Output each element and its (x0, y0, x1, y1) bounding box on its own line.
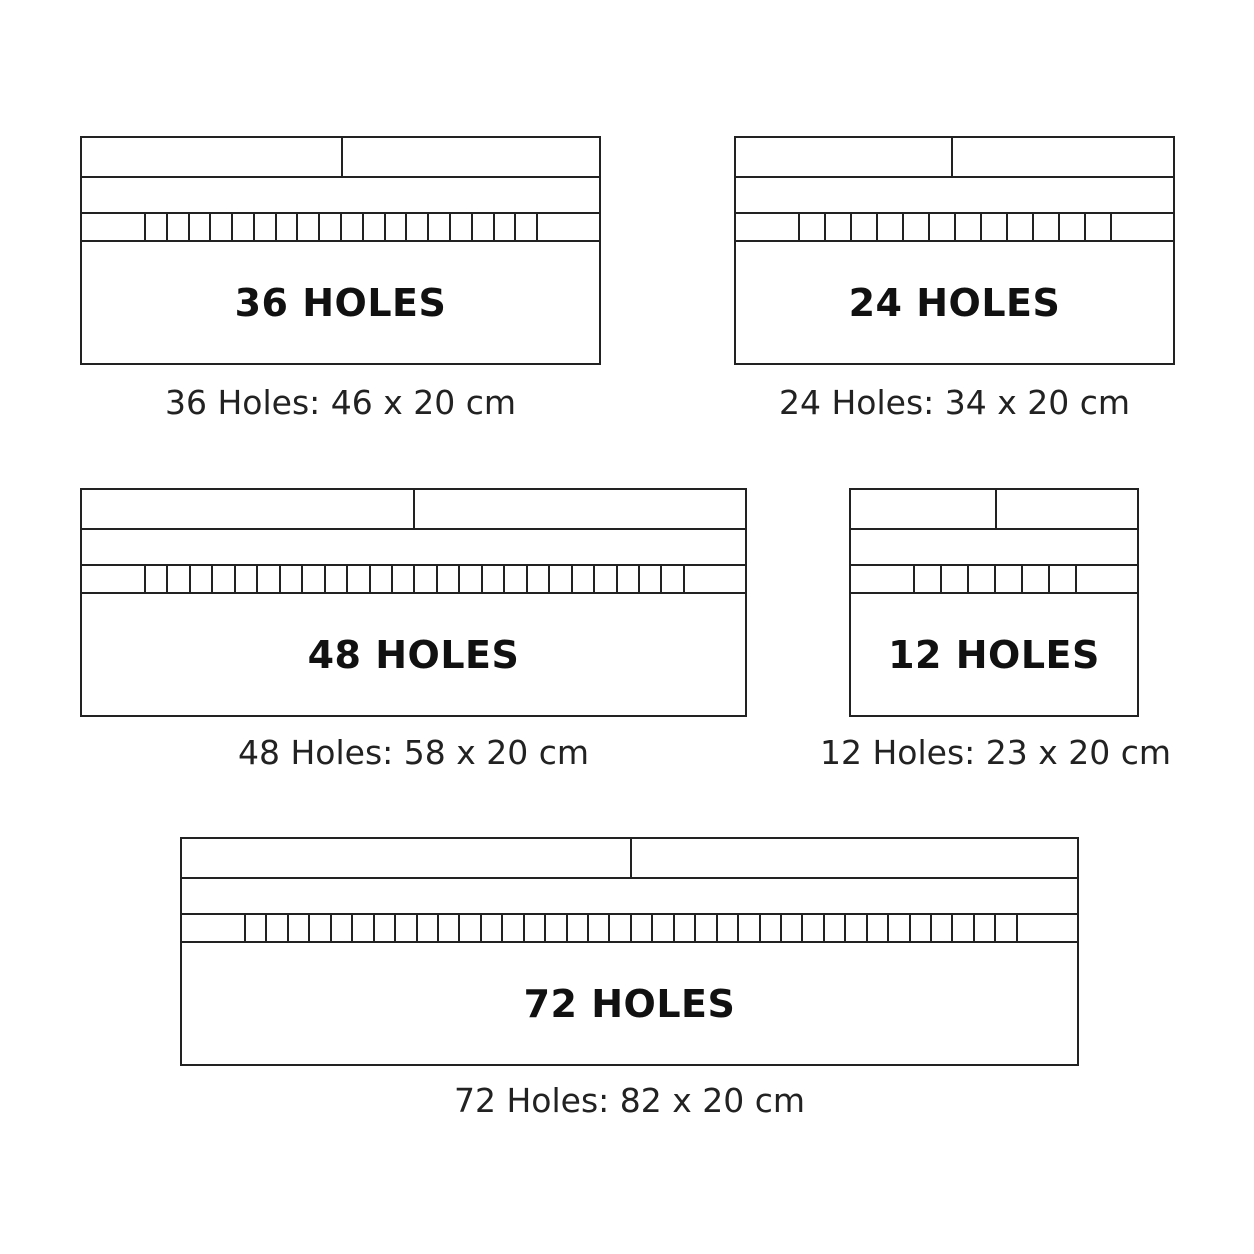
hole-slot (969, 566, 996, 592)
holes-row (82, 214, 599, 242)
hole-slot (739, 915, 760, 941)
middle-band (82, 178, 599, 214)
hole-slot (975, 915, 996, 941)
hole-slot (146, 214, 168, 240)
hole-slot (953, 915, 974, 941)
hole-slot (505, 566, 527, 592)
panel-label: 72 HOLES (523, 981, 736, 1026)
hole-slot (718, 915, 739, 941)
holes-row (82, 566, 745, 594)
hole-slot (415, 566, 437, 592)
hole-slot (982, 214, 1008, 240)
hole-slot (267, 915, 288, 941)
hole-slot (386, 214, 408, 240)
hole-slot (213, 566, 235, 592)
hole-slot (915, 566, 942, 592)
hole-slot (956, 214, 982, 240)
hole-slot (396, 915, 417, 941)
hole-slot (258, 566, 280, 592)
panel-label: 12 HOLES (888, 632, 1100, 677)
hole-slot (393, 566, 415, 592)
hole-slot (211, 214, 233, 240)
organizer-12-holes (849, 488, 1139, 717)
hole-slot (996, 566, 1023, 592)
hole-slot (364, 214, 386, 240)
middle-band (82, 530, 745, 566)
middle-band (182, 879, 1077, 915)
size-caption-48: 48 Holes: 58 x 20 cm (237, 733, 590, 772)
hole-slot (503, 915, 524, 941)
hole-slot (298, 214, 320, 240)
hole-slot (568, 915, 589, 941)
hole-slot (460, 566, 482, 592)
hole-slot (191, 566, 213, 592)
organizer-48-holes (80, 488, 747, 717)
hole-slot (653, 915, 674, 941)
hole-slot (942, 566, 969, 592)
hole-slot (589, 915, 610, 941)
hole-slot (696, 915, 717, 941)
panel-label: 36 HOLES (234, 280, 447, 325)
hole-slot (438, 566, 460, 592)
hole-slot (1034, 214, 1060, 240)
hole-strip (144, 566, 685, 592)
hole-slot (852, 214, 878, 240)
hole-slot (348, 566, 370, 592)
hole-slot (168, 214, 190, 240)
hole-slot (662, 566, 684, 592)
hole-slot (595, 566, 617, 592)
hole-slot (451, 214, 473, 240)
hole-slot (407, 214, 429, 240)
hole-slot (233, 214, 255, 240)
organizer-72-holes (180, 837, 1079, 1066)
hole-slot (1023, 566, 1050, 592)
hole-slot (246, 915, 267, 941)
hole-slot (546, 915, 567, 941)
hole-slot (573, 566, 595, 592)
middle-band (736, 178, 1173, 214)
hole-slot (289, 915, 310, 941)
hole-slot (889, 915, 910, 941)
hole-slot (495, 214, 517, 240)
organizer-24-holes (734, 136, 1175, 365)
top-compartment-row (82, 490, 745, 530)
top-compartment-row (182, 839, 1077, 879)
compartment-divider (995, 490, 997, 528)
hole-slot (878, 214, 904, 240)
panel-label: 48 HOLES (307, 632, 520, 677)
hole-slot (418, 915, 439, 941)
hole-slot (803, 915, 824, 941)
hole-slot (371, 566, 393, 592)
hole-slot (460, 915, 481, 941)
top-compartment-row (851, 490, 1137, 530)
hole-slot (332, 915, 353, 941)
hole-slot (911, 915, 932, 941)
hole-slot (310, 915, 331, 941)
compartment-divider (630, 839, 632, 877)
size-caption-36: 36 Holes: 46 x 20 cm (164, 383, 517, 422)
hole-slot (782, 915, 803, 941)
hole-slot (632, 915, 653, 941)
hole-slot (610, 915, 631, 941)
compartment-divider (413, 490, 415, 528)
holes-row (736, 214, 1173, 242)
hole-strip (144, 214, 538, 240)
compartment-divider (341, 138, 343, 176)
hole-slot (353, 915, 374, 941)
hole-strip (798, 214, 1112, 240)
hole-slot (930, 214, 956, 240)
hole-slot (190, 214, 212, 240)
hole-slot (826, 214, 852, 240)
top-compartment-row (736, 138, 1173, 178)
hole-slot (326, 566, 348, 592)
hole-slot (1050, 566, 1077, 592)
hole-slot (550, 566, 572, 592)
size-caption-24: 24 Holes: 34 x 20 cm (778, 383, 1131, 422)
hole-slot (146, 566, 168, 592)
hole-slot (168, 566, 190, 592)
hole-slot (439, 915, 460, 941)
hole-slot (342, 214, 364, 240)
hole-slot (429, 214, 451, 240)
hole-slot (996, 915, 1017, 941)
hole-slot (516, 214, 538, 240)
hole-slot (277, 214, 299, 240)
hole-slot (473, 214, 495, 240)
hole-strip (244, 915, 1018, 941)
hole-slot (618, 566, 640, 592)
panel-label: 24 HOLES (848, 280, 1061, 325)
hole-slot (303, 566, 325, 592)
size-caption-72: 72 Holes: 82 x 20 cm (453, 1081, 806, 1120)
top-compartment-row (82, 138, 599, 178)
hole-slot (525, 915, 546, 941)
hole-slot (675, 915, 696, 941)
middle-band (851, 530, 1137, 566)
hole-slot (846, 915, 867, 941)
holes-row (182, 915, 1077, 943)
hole-slot (932, 915, 953, 941)
holes-row (851, 566, 1137, 594)
hole-slot (255, 214, 277, 240)
size-caption-12: 12 Holes: 23 x 20 cm (820, 733, 1172, 772)
organizer-36-holes (80, 136, 601, 365)
hole-slot (528, 566, 550, 592)
hole-slot (904, 214, 930, 240)
hole-strip (913, 566, 1077, 592)
hole-slot (640, 566, 662, 592)
compartment-divider (951, 138, 953, 176)
hole-slot (800, 214, 826, 240)
hole-slot (236, 566, 258, 592)
hole-slot (1060, 214, 1086, 240)
hole-slot (320, 214, 342, 240)
hole-slot (761, 915, 782, 941)
hole-slot (1008, 214, 1034, 240)
hole-slot (825, 915, 846, 941)
hole-slot (483, 566, 505, 592)
hole-slot (482, 915, 503, 941)
hole-slot (868, 915, 889, 941)
hole-slot (281, 566, 303, 592)
hole-slot (375, 915, 396, 941)
hole-slot (1086, 214, 1112, 240)
